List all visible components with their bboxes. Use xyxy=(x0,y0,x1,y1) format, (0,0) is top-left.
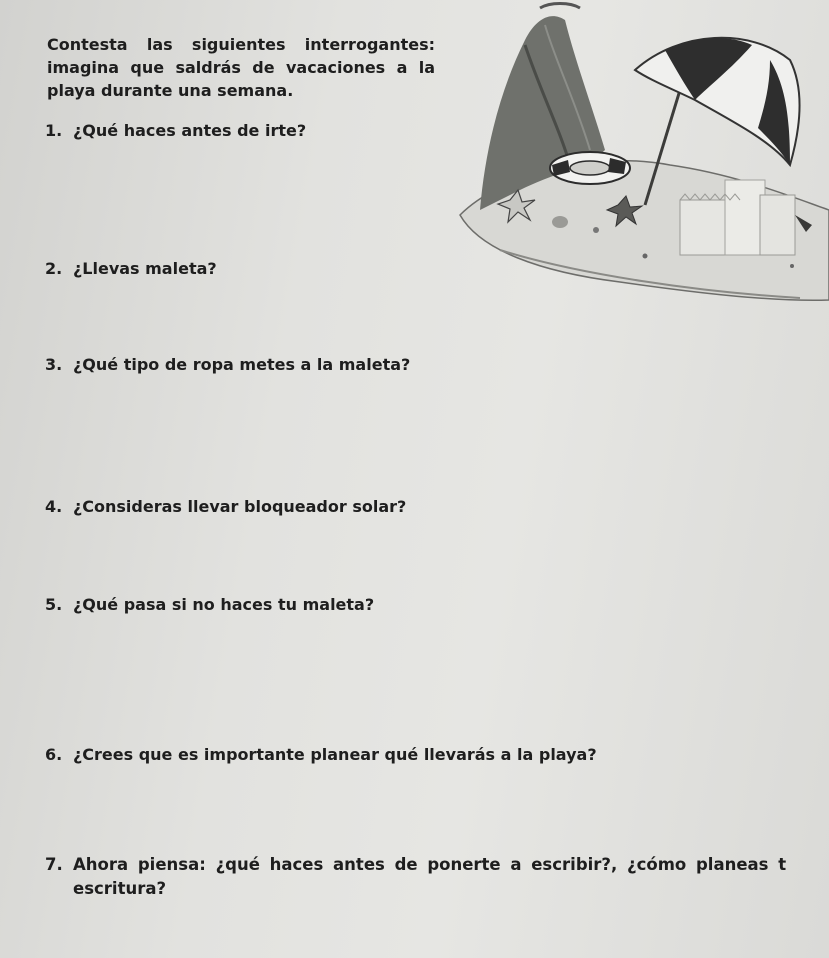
question-text: ¿Crees que es importante planear qué llevarás a la playa? xyxy=(73,745,597,764)
instructions xyxy=(47,33,435,102)
question-4 xyxy=(45,497,406,516)
question-text: ¿Qué haces antes de irte? xyxy=(73,121,307,140)
question-1 xyxy=(45,121,306,140)
question-number: 2. xyxy=(45,259,63,278)
question-text: ¿Qué tipo de ropa metes a la maleta? xyxy=(73,355,411,374)
question-7 xyxy=(45,853,829,901)
question-3 xyxy=(45,355,410,374)
instructions-line-1: Contesta las siguientes interrogantes: xyxy=(47,35,435,54)
question-text: ¿Llevas maleta? xyxy=(73,259,217,278)
question-6 xyxy=(45,745,597,764)
question-number: 1. xyxy=(45,121,63,140)
question-text: ¿Qué pasa si no haces tu maleta? xyxy=(73,595,375,614)
question-text-line-2: escritura? xyxy=(73,879,167,898)
question-number: 7. xyxy=(45,855,63,874)
question-5 xyxy=(45,595,374,614)
beach-umbrella-scene-icon xyxy=(440,0,829,310)
question-text-line-1: Ahora piensa: ¿qué haces antes de ponerte a escribir?, ¿cómo planeas t xyxy=(73,855,787,874)
question-number: 6. xyxy=(45,745,63,764)
question-text: ¿Consideras llevar bloqueador solar? xyxy=(73,497,407,516)
question-number: 5. xyxy=(45,595,63,614)
question-number: 4. xyxy=(45,497,63,516)
instructions-line-2: imagina que saldrás de vacaciones a la xyxy=(47,58,435,77)
question-2 xyxy=(45,259,217,278)
instructions-line-3: playa durante una semana. xyxy=(47,81,294,100)
question-number: 3. xyxy=(45,355,63,374)
